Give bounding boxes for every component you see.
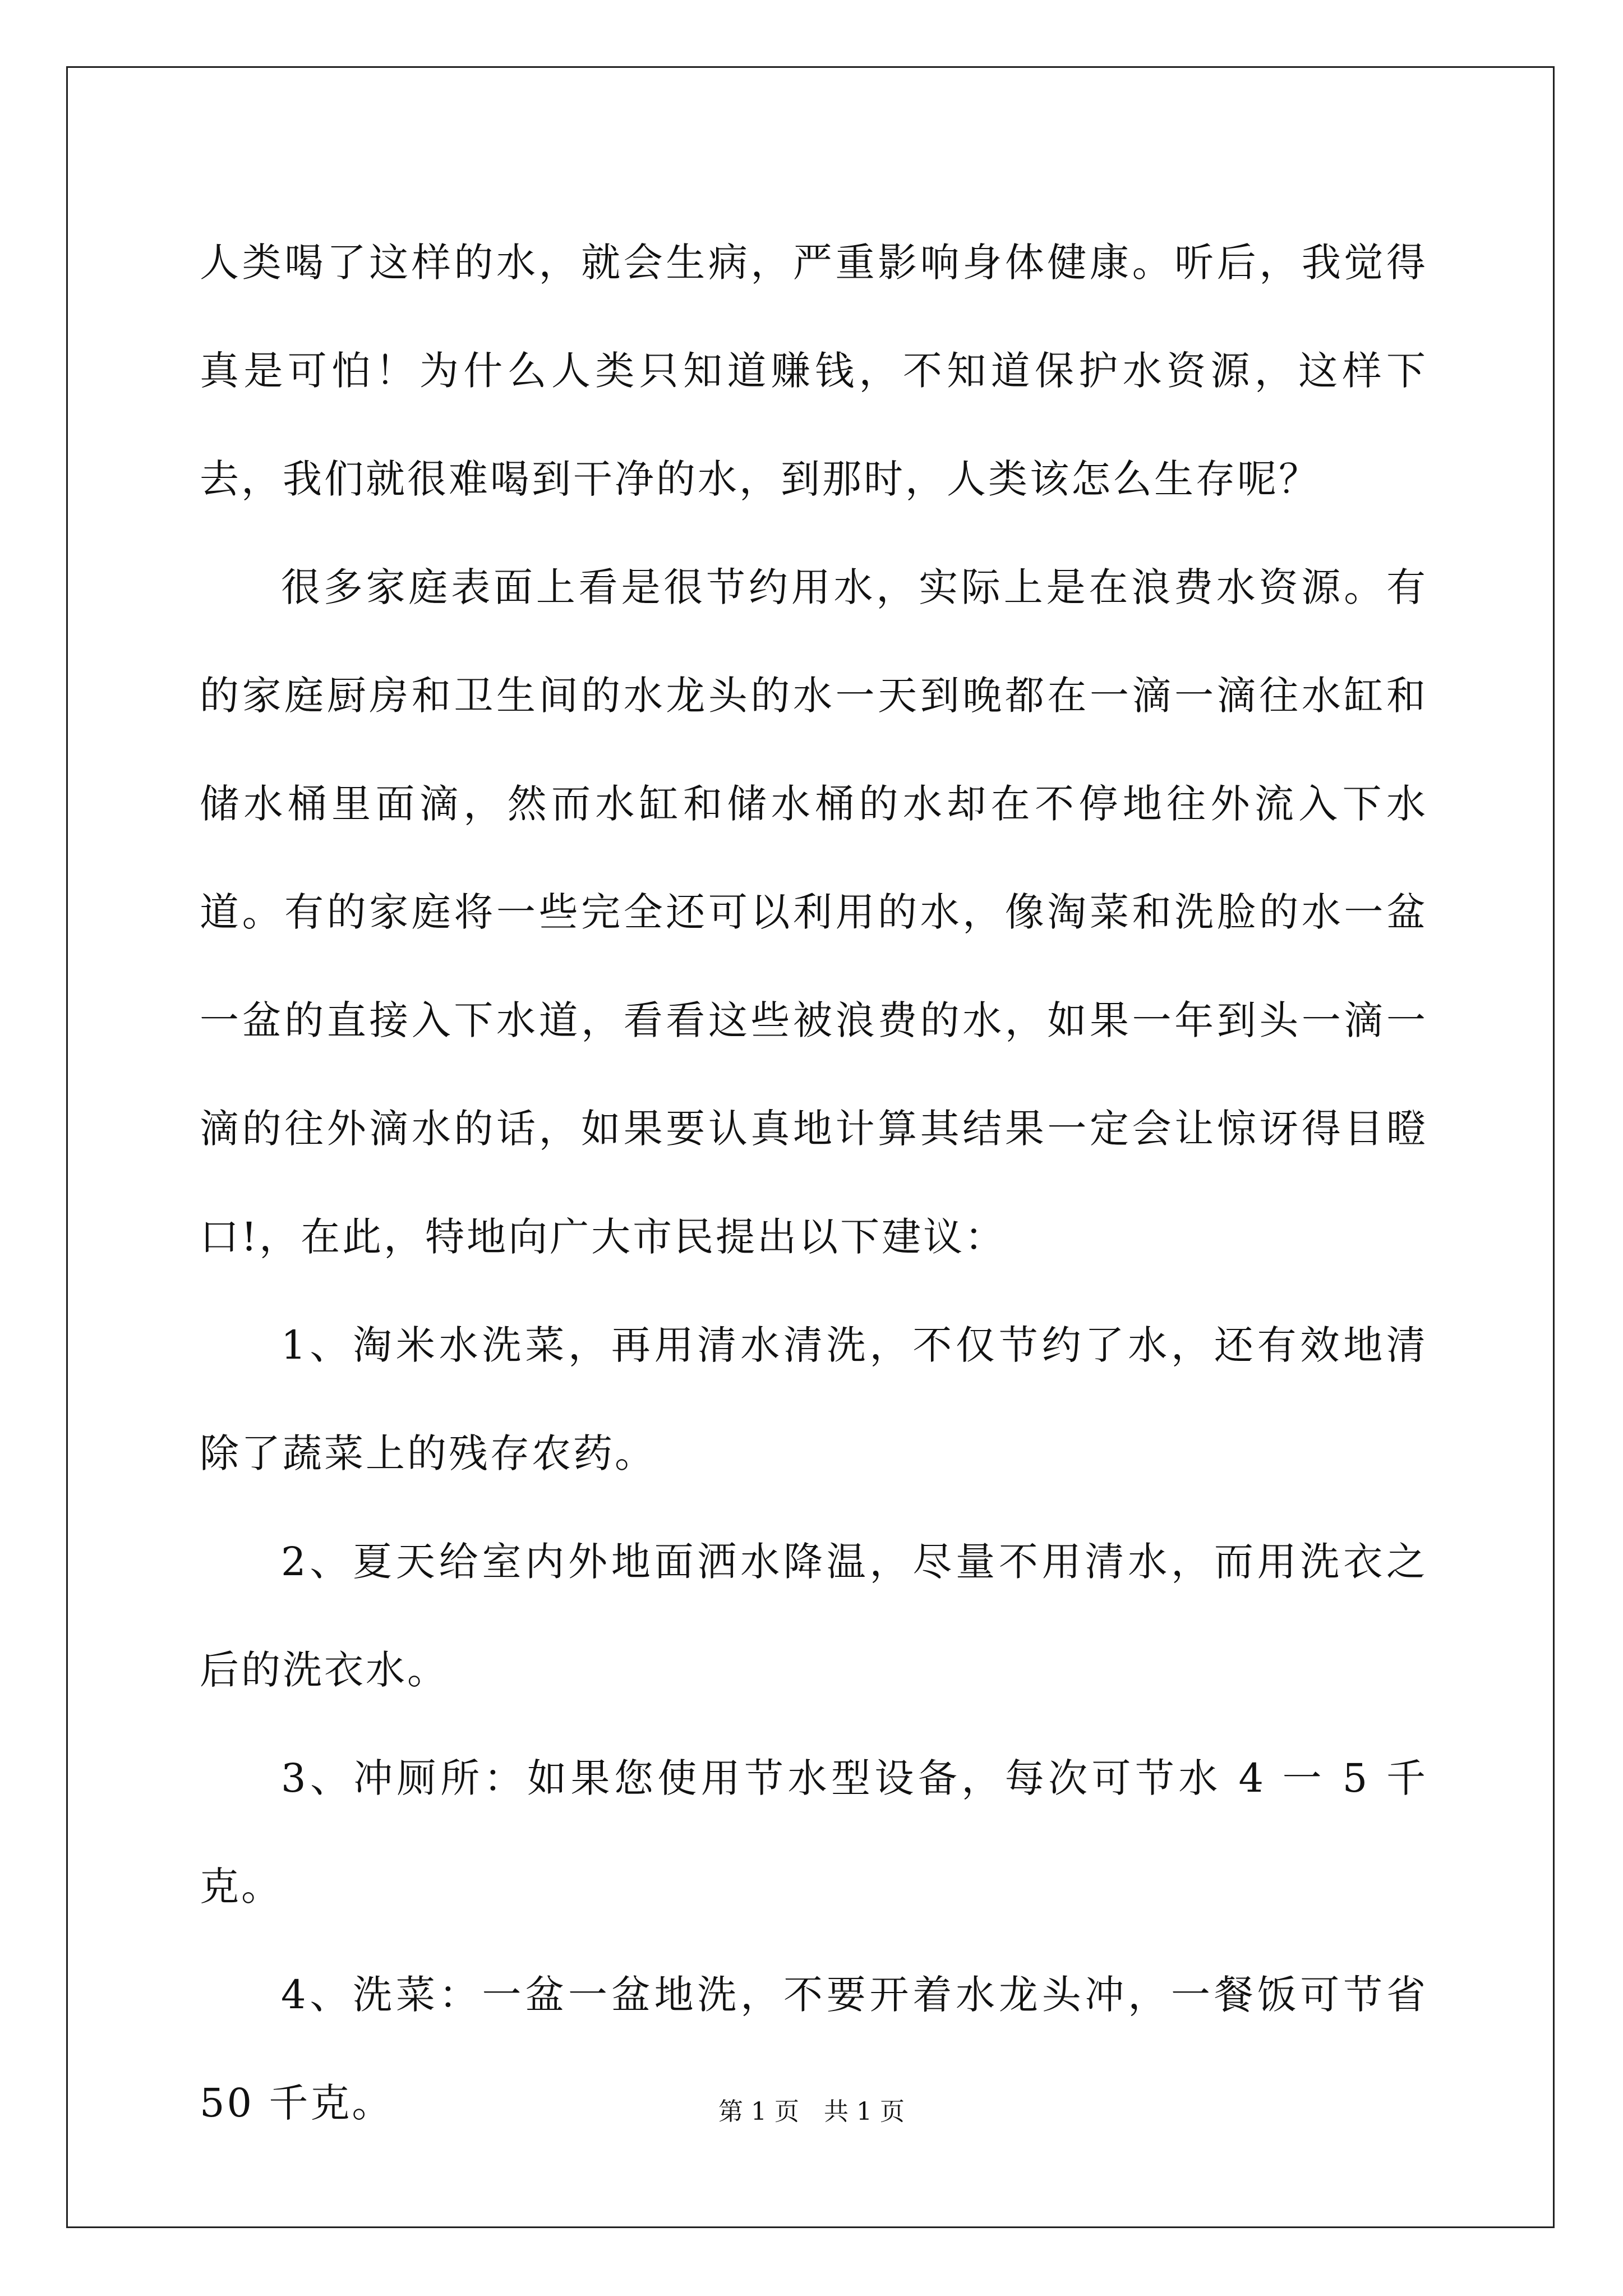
suggestion-3: 3、冲厕所：如果您使用节水型设备，每次可节水 4 一 5 千克。 [200,1755,1428,1910]
document-body [200,209,1428,2157]
suggestion-2: 2、夏天给室内外地面洒水降温，尽量不用清水，而用洗衣之后的洗衣水。 [200,1539,1428,1693]
paragraph-1: 人类喝了这样的水，就会生病，严重影响身体健康。听后，我觉得真是可怕！为什么人类只知道赚钱，不知道保护水资源，这样下去，我们就很难喝到干净的水，到那时，人类该怎么生存呢？ [200,240,1428,502]
paragraph-2: 很多家庭表面上看是很节约用水，实际上是在浪费水资源。有的家庭厨房和卫生间的水龙头的水一天到晚都在一滴一滴往水缸和储水桶里面滴，然而水缸和储水桶的水却在不停地往外流入下水道。有的家庭将一些完全还可以利用的水，像淘菜和洗脸的水一盆一盆的直接入下水道，看看这些被浪费的水，如果一年到头一滴一滴的往外滴水的话，如果要认真地计算其结果一定会让惊讶得目瞪口!，在此，特地向广大市民提出以下建议： [200,564,1428,1260]
page-number-footer: 第 1 页 共 1 页 [718,2097,905,2126]
suggestion-4: 4、洗菜：一盆一盆地洗，不要开着水龙头冲，一餐饭可节省 50 千克。 [200,1972,1428,2126]
suggestion-1: 1、淘米水洗菜，再用清水清洗，不仅节约了水，还有效地清除了蔬菜上的残存农药。 [200,1322,1428,1476]
